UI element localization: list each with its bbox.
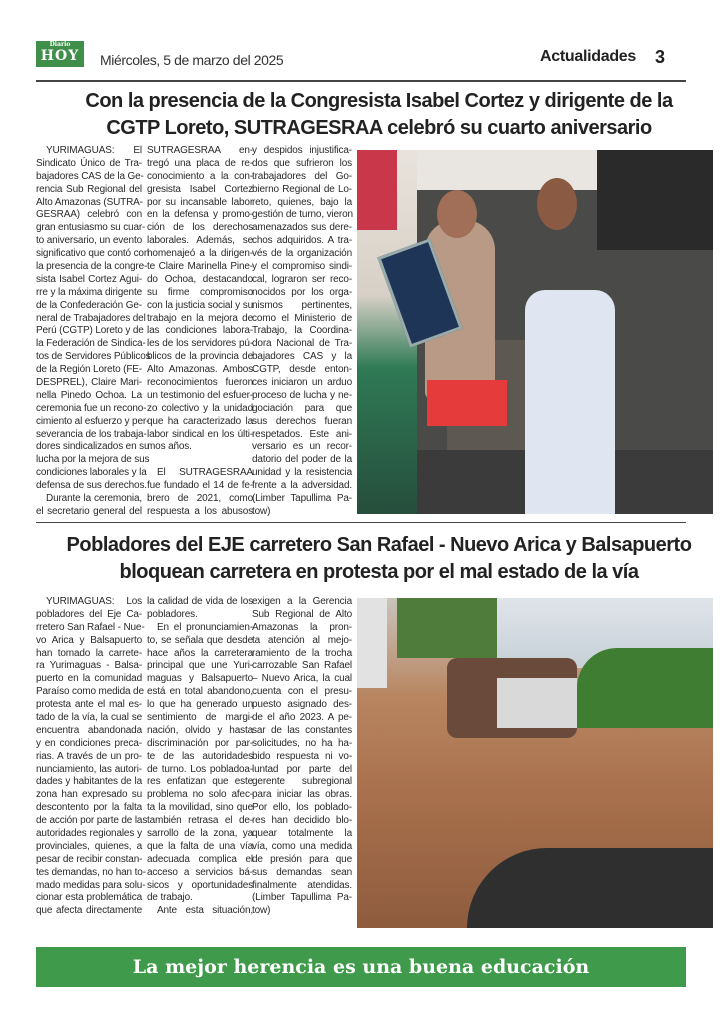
headline-line: CGTP Loreto, SUTRAGESRAA celebró su cuarto aniversario	[106, 117, 652, 139]
text-line: luntad por parte del	[252, 763, 352, 775]
text-line: do Ochoa, destacando	[147, 273, 253, 285]
text-line: defensa de sus derechos.	[36, 480, 147, 492]
headline-line: Con la presencia de la Congresista Isabel Cortez y dirigente de la	[85, 90, 673, 112]
text-line: sus derechos fueran	[252, 415, 352, 427]
text-line: Trabajo, la Coordina-	[252, 325, 352, 337]
text-line: para iniciar las obras.	[252, 789, 352, 801]
text-line: bajadores CAS y la	[252, 351, 352, 363]
article2-headline	[36, 532, 722, 586]
text-line: su firme compromiso	[147, 286, 253, 298]
text-line: descontento por la falta	[36, 802, 142, 814]
text-line: Por ello, los poblado-	[252, 802, 352, 814]
text-line: dades y habitantes de la	[36, 776, 142, 788]
text-line: lo que ha generado un	[147, 699, 253, 711]
text-line: Alto Amazonas (SUTRA-	[36, 196, 143, 208]
text-line: vés de la organización	[252, 248, 352, 260]
logo-small-text: Diario	[49, 41, 71, 48]
text-line: blicos de la provincia de	[147, 351, 253, 363]
text-line: un testimonio del esfuer-	[147, 389, 253, 401]
text-line: que la falta de una vía	[147, 840, 253, 852]
text-line: labor sindical en los últi-	[147, 428, 253, 440]
text-line: que afecta directamente	[36, 905, 142, 917]
text-line: severancia de los trabaja-	[36, 428, 147, 440]
headline-line: Pobladores del EJE carretero San Rafael - Nuevo Arica y Balsapuerto	[66, 534, 692, 556]
text-line: ta atención al mejo-	[252, 634, 352, 646]
text-line: exigen a la Gerencia	[252, 596, 352, 607]
text-line: DESPREL), Claire Mari-	[36, 377, 142, 389]
text-line: Amazonas la pron-	[252, 621, 352, 633]
text-line: Sub Regional de Alto	[252, 608, 352, 620]
text-line: nella Pinedo Ochoa. La	[36, 389, 142, 401]
text-line: tos de Servidores Públicos	[36, 351, 151, 363]
text-line: YURIMAGUAS: Los	[46, 596, 142, 607]
header-rule	[36, 80, 686, 82]
text-line: discriminación por par-	[147, 737, 253, 749]
article-divider	[36, 522, 686, 523]
text-line: gociación para que	[252, 402, 352, 414]
text-line: provinciales, quienes, a	[36, 840, 142, 852]
paragraph-gap	[147, 454, 253, 467]
text-line: trabajadores del Go-	[252, 170, 352, 182]
text-line: cal, lograron ser reco-	[252, 273, 352, 285]
text-line: gerente subregional	[252, 776, 352, 788]
text-line: te de las autoridades	[147, 750, 253, 762]
text-line: ramiento de la trocha	[252, 647, 352, 659]
text-line: bido respuesta ni vo-	[252, 750, 352, 762]
article2-column-3	[252, 596, 352, 918]
text-line: GESRAA) celebró con	[36, 209, 142, 221]
text-line: sista Isabel Cortez Agui-	[36, 273, 142, 285]
text-line: ción de los derechos	[147, 222, 253, 234]
text-line: gresista Isabel Cortez	[147, 183, 253, 195]
text-line: el secretario general del	[36, 505, 142, 517]
text-line: protesta ante el mal es-	[36, 699, 142, 711]
text-line: de trabajo.	[147, 892, 193, 904]
page-number: 3	[655, 47, 666, 67]
text-line: nación, olvido y hasta	[147, 724, 253, 736]
text-line: sentimiento de margi-	[147, 712, 253, 724]
text-line: rencia Sub Regional del	[36, 183, 142, 195]
text-line: cuenta con el presu-	[252, 686, 352, 698]
text-line: conocimiento a la con-	[147, 170, 253, 182]
text-line: Durante la ceremonia,	[46, 493, 142, 505]
text-line: la calidad de vida de los	[147, 596, 253, 607]
text-line: maguas y Balsapuerto	[147, 673, 253, 685]
text-line: lucha por la mejora de sus	[36, 454, 150, 466]
text-line: significativo que contó con	[36, 248, 150, 260]
text-line: gestión de turno, vieron	[252, 209, 353, 221]
article1-photo	[357, 150, 713, 514]
text-line: dora Nacional de Tra-	[252, 338, 352, 350]
text-line: fue fundado el 14 de fe-	[147, 480, 253, 492]
article1-headline	[36, 88, 722, 142]
text-line: cionar esta problemática	[36, 892, 142, 904]
text-line: Paraíso como medida de	[36, 686, 144, 698]
text-line: nocidos por los orga-	[252, 286, 352, 298]
text-line: cimiento al esfuerzo y per-	[36, 415, 150, 427]
text-line: está en total abandono,	[147, 686, 253, 698]
text-line: bajadores CAS de la Ge-	[36, 170, 144, 182]
text-line: hace años la carretera	[147, 647, 253, 659]
text-line: rias. A través de un pro-	[36, 750, 142, 762]
text-line: Ante esta situación,	[157, 905, 253, 917]
text-line: nismos pertinentes,	[252, 299, 352, 311]
text-line: mos años.	[147, 441, 192, 453]
text-line: tow)	[252, 505, 271, 517]
text-line: (Limber Tapullima Pa-	[252, 892, 352, 904]
text-line: sus demandas sean	[252, 866, 352, 878]
text-line: vo Arica y Balsapuerto	[36, 634, 142, 646]
text-line: puerto en la comunidad	[36, 673, 142, 685]
text-line: unidad y la resistencia	[252, 467, 352, 479]
text-line: tregó una placa de re-	[147, 157, 253, 169]
text-line: laborales. Además, se	[147, 235, 253, 247]
text-line: En el pronunciamien-	[157, 621, 253, 633]
text-line: frente a la adversidad.	[252, 480, 352, 492]
text-line: Sindicato Único de Tra-	[36, 157, 142, 169]
text-line: res enfatizan que este	[147, 776, 253, 788]
text-line: las condiciones labora-	[147, 325, 253, 337]
text-line: vía, como una medida	[252, 840, 352, 852]
text-line: sarrollo de la zona, ya	[147, 828, 253, 840]
article1-column-2	[147, 145, 253, 519]
text-line: tado de la vía, la cual se	[36, 712, 142, 724]
text-line: ceremonia fue un recono-	[36, 402, 147, 414]
text-line: tow)	[252, 905, 271, 917]
text-line: ces iniciaron un arduo	[252, 377, 352, 389]
text-line: tes demandas, no han to-	[36, 866, 146, 878]
slogan-banner: La mejor herencia es una buena educación	[36, 947, 686, 987]
text-line: puesto asignado des-	[252, 699, 352, 711]
text-line: gran entusiasmo su cuar-	[36, 222, 146, 234]
article2-column-2	[147, 596, 253, 918]
text-line: principal que une Yuri-	[147, 660, 253, 672]
text-line: Alto Amazonas. Ambos	[147, 364, 253, 376]
text-line: autoridades regionales y	[36, 828, 142, 840]
text-line: de el año 2023. A pe-	[252, 712, 352, 724]
text-line: El SUTRAGESRAA	[157, 467, 253, 479]
text-line: con la justicia social y su	[147, 299, 253, 311]
section-title: Actualidades	[540, 48, 636, 65]
text-line: adecuada complica el	[147, 853, 253, 865]
text-line: zo colectivo y la unidad	[147, 402, 253, 414]
text-line: también retrasa el de-	[147, 815, 253, 827]
text-line: les de los servidores pú-	[147, 338, 253, 350]
text-line: homenajeó a la dirigen-	[147, 248, 253, 260]
text-line: reconocimientos fueron	[147, 377, 253, 389]
text-line: problema no solo afec-	[147, 789, 253, 801]
text-line: datorio del poder de la	[252, 454, 352, 466]
text-line: zona han expresado su	[36, 789, 142, 801]
text-line: solicitudes, no ha ha-	[252, 737, 352, 749]
text-line: pesar de recibir constan-	[36, 853, 143, 865]
text-line: de acción por parte de las	[36, 815, 148, 827]
text-line: acceso a servicios bá-	[147, 866, 253, 878]
text-line: rretero San Rafael - Nue-	[36, 621, 145, 633]
text-line: nunciamiento, las autori-	[36, 763, 142, 775]
text-line: por su incansable labor	[147, 196, 253, 208]
text-line: CGTP, desde enton-	[252, 364, 352, 376]
text-line: to aniversario, un evento	[36, 235, 142, 247]
text-line: mado medidas para solu-	[36, 879, 146, 891]
text-line: (Limber Tapullima Pa-	[252, 493, 352, 505]
text-line: condiciones laborales y la	[36, 467, 147, 479]
text-line: de presión para que	[252, 853, 352, 865]
text-line: – Nuevo Arica, la cual	[252, 673, 352, 685]
text-line: pobladores del Eje Ca-	[36, 608, 142, 620]
text-line: ta la movilidad, sino que	[147, 802, 253, 814]
text-line: quear totalmente la	[252, 828, 352, 840]
text-line: la presencia de la congre-	[36, 261, 148, 273]
text-line: y en condiciones preca-	[36, 737, 142, 749]
text-line: proceso de lucha y ne-	[252, 389, 352, 401]
text-line: te Claire Marinella Pine-	[147, 261, 253, 273]
headline-line: bloquean carretera en protesta por el mal estado de la vía	[119, 561, 639, 583]
text-line: respetados. Este ani-	[252, 428, 352, 440]
text-line: carrozable San Rafael	[252, 660, 352, 672]
text-line: dos que sufrieron los	[252, 157, 352, 169]
text-line: sicos y oportunidades	[147, 879, 253, 891]
text-line: versario es un recor-	[252, 441, 352, 453]
text-line: finalmente atendidas.	[252, 879, 352, 891]
text-line: de turno. Los pobladoa-	[147, 763, 253, 775]
text-line: bierno Regional de Lo-	[252, 183, 352, 195]
text-line: y el compromiso sindi-	[252, 261, 352, 273]
text-line: chos adquiridos. A tra-	[252, 235, 352, 247]
text-line: encuentra abandonada	[36, 724, 142, 736]
text-line: trabajo en la mejora de	[147, 312, 253, 324]
article2-column-1	[36, 596, 148, 918]
text-line: reto, quienes, bajo la	[252, 196, 352, 208]
text-line: de la Confederación Ge-	[36, 299, 142, 311]
text-line: de la Región Loreto (FE-	[36, 364, 142, 376]
text-line: que ha caracterizado la	[147, 415, 253, 427]
diario-hoy-logo	[36, 41, 84, 67]
text-line: la Federación de Sindica-	[36, 338, 146, 350]
text-line: y despidos injustifica-	[252, 145, 352, 156]
text-line: pobladores.	[147, 608, 198, 620]
text-line: to, se señala que desde	[147, 634, 253, 646]
text-line: respuesta a los abusos	[147, 505, 253, 517]
logo-big-text: HOY	[40, 48, 80, 64]
text-line: ra Yurimaguas - Balsa-	[36, 660, 142, 672]
text-line: como el Ministerio de	[252, 312, 352, 324]
article1-column-3	[252, 145, 352, 519]
article1-column-1	[36, 145, 151, 519]
text-line: han tomado la carrete-	[36, 647, 142, 659]
text-line: SUTRAGESRAA en-	[147, 145, 253, 156]
text-line: YURIMAGUAS: El	[46, 145, 142, 156]
text-line: brero de 2021, como	[147, 493, 253, 505]
issue-date: Miércoles, 5 de marzo del 2025	[100, 52, 284, 68]
text-line: sar de las constantes	[252, 724, 352, 736]
text-line: en la defensa y promo-	[147, 209, 253, 221]
text-line: amenazados sus dere-	[252, 222, 352, 234]
article2-photo	[357, 598, 713, 928]
text-line: rre y la máxima dirigente	[36, 286, 142, 298]
text-line: Perú (CGTP) Loreto y de	[36, 325, 144, 337]
text-line: res han decidido blo-	[252, 815, 352, 827]
text-line: neral de Trabajadores del	[36, 312, 146, 324]
text-line: dores sindicalizados en su	[36, 441, 150, 453]
